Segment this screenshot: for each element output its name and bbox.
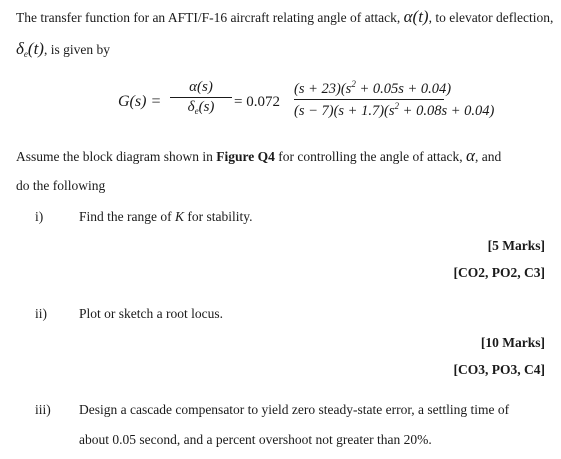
assume-line-1 — [16, 147, 501, 166]
item-2-label: ii) — [35, 306, 47, 321]
item-1-text: Find the range of K for stability. — [79, 209, 253, 224]
assume-text-a: Assume the block diagram shown in — [16, 149, 213, 164]
assume-text-c: , and — [474, 149, 502, 164]
formula-fraction-2 — [294, 79, 495, 120]
formula-fraction-1 — [170, 79, 232, 116]
fraction-1-denominator: $\delta_e(s)$ — [187, 99, 215, 116]
fraction-1-bar — [170, 97, 232, 98]
assume-line-2: do the following — [16, 178, 106, 193]
fraction-1-numerator: α(s) — [189, 79, 213, 95]
item-3-text-line-2: about 0.05 second, and a percent overshoot not greater than 20%. — [79, 432, 432, 447]
alpha-symbol: α — [466, 146, 475, 165]
item-2-marks: [10 Marks] — [480, 335, 545, 350]
item-3-label: iii) — [35, 402, 51, 417]
formula-gain: = 0.072 — [234, 94, 280, 110]
fraction-2-bar — [294, 99, 444, 100]
fraction-2-denominator: $(s - 7)(s + 1.7)(s^2 + 0.08s + 0.04)$ — [294, 101, 495, 119]
item-1-outcomes: [CO2, PO2, C3] — [453, 265, 545, 280]
intro-line-2 — [16, 40, 110, 63]
item-2-outcomes: [CO3, PO3, C4] — [453, 362, 545, 377]
fraction-2-numerator: $(s + 23)(s^2 + 0.05s + 0.04)$ — [294, 79, 452, 97]
intro-text-a: The transfer function for an AFTI/F-16 aircraft relating angle of attack, — [16, 10, 401, 25]
intro-text-c: , is given by — [43, 42, 110, 57]
item-1-label: i) — [35, 209, 44, 224]
figure-reference: Figure Q4 — [216, 149, 275, 164]
transfer-function-formula — [118, 78, 495, 130]
alpha-t-symbol: α(t) — [403, 7, 429, 26]
assume-text-b: for controlling the angle of attack, — [278, 149, 463, 164]
intro-line-1 — [16, 8, 553, 27]
intro-text-b: , to elevator deflection, — [428, 10, 554, 25]
formula-lhs: G(s) = — [118, 93, 162, 110]
delta-symbol: $\delta_e(t)$ — [16, 39, 44, 59]
item-1-marks: [5 Marks] — [487, 238, 545, 253]
item-2-text: Plot or sketch a root locus. — [79, 306, 223, 321]
item-3-text-line-1: Design a cascade compensator to yield zero steady-state error, a settling time of — [79, 402, 510, 417]
